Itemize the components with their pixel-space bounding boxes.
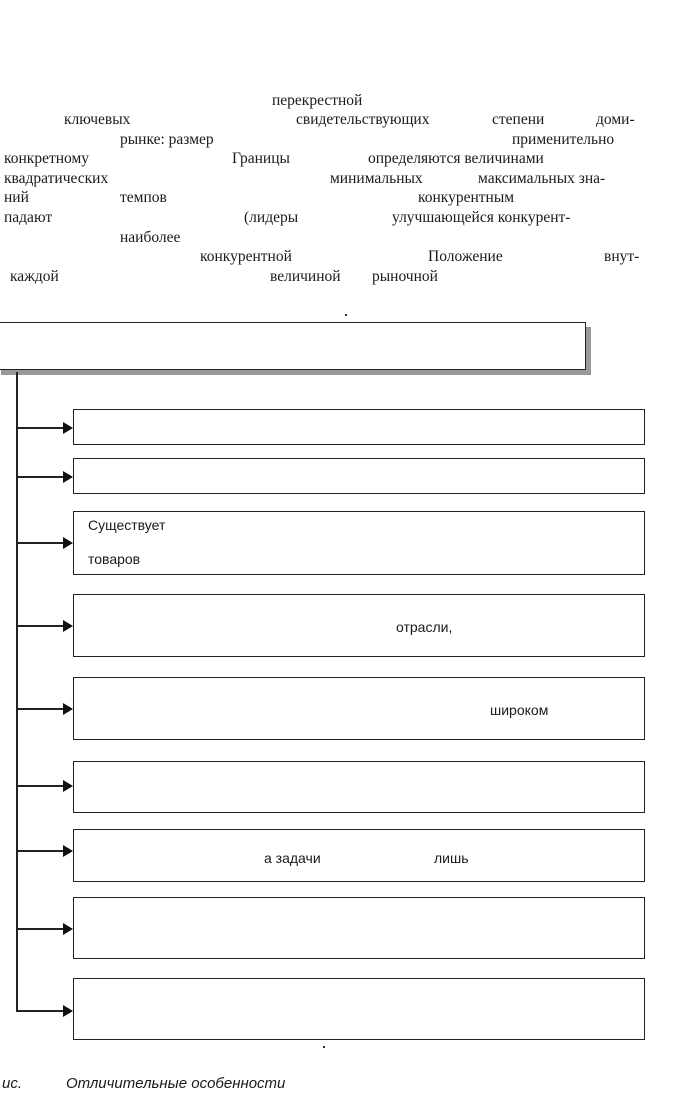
arrow-right-icon [63, 845, 73, 857]
paragraph-word: ключевых [64, 111, 131, 128]
diagram-box-3 [73, 511, 645, 575]
paragraph-word: каждой [10, 268, 59, 285]
paragraph-word: наиболее [120, 229, 181, 246]
paragraph-word: квадратических [4, 170, 109, 187]
connector-branch [16, 1010, 65, 1012]
figure-caption-prefix: ис. [2, 1075, 23, 1092]
connector-branch [16, 708, 65, 710]
arrow-right-icon [63, 537, 73, 549]
paragraph-word: конкурентной [200, 248, 292, 265]
paragraph-word: (лидеры [244, 209, 299, 226]
arrow-right-icon [63, 471, 73, 483]
diagram-box-5 [73, 677, 645, 740]
arrow-right-icon [63, 1005, 73, 1017]
paragraph-word: применительно [512, 131, 615, 148]
box-text: а задачи [264, 850, 321, 866]
connector-branch [16, 928, 65, 930]
paragraph-word: улучшающейся конкурент- [392, 209, 571, 226]
speck [323, 1046, 325, 1048]
connector-trunk-line [16, 372, 18, 1012]
paragraph-word: темпов [120, 189, 167, 206]
connector-branch [16, 785, 65, 787]
paragraph-word: рыночной [372, 268, 438, 285]
box-text: лишь [434, 850, 469, 866]
paragraph-word: перекрестной [272, 92, 363, 109]
paragraph-word: доми- [596, 111, 635, 128]
paragraph-word: свидетельствующих [296, 111, 430, 128]
connector-branch [16, 427, 65, 429]
connector-branch [16, 542, 65, 544]
figure-caption-title: Отличительные особенности [66, 1075, 286, 1092]
diagram-box-9 [73, 978, 645, 1040]
box-text: отрасли, [396, 619, 453, 635]
paragraph-word: определяются величинами [368, 150, 544, 167]
paragraph-word: конкретному [4, 150, 90, 167]
diagram-box-4 [73, 594, 645, 657]
diagram-box-2 [73, 458, 645, 494]
paragraph-word: внут- [604, 248, 640, 265]
paragraph-word: Границы [232, 150, 290, 167]
paragraph-word: степени [492, 111, 545, 128]
box-text: товаров [88, 551, 141, 567]
paragraph-word: падают [4, 209, 53, 226]
paragraph-word: Положение [428, 248, 503, 265]
paragraph-word: величиной [270, 268, 341, 285]
arrow-right-icon [63, 422, 73, 434]
paragraph-word: максимальных зна- [478, 170, 606, 187]
paragraph-word: конкурентным [418, 189, 515, 206]
connector-branch [16, 850, 65, 852]
arrow-right-icon [63, 780, 73, 792]
speck [345, 314, 347, 316]
paragraph-word: минимальных [330, 170, 423, 187]
box-text: широком [490, 702, 549, 718]
arrow-right-icon [63, 620, 73, 632]
connector-branch [16, 625, 65, 627]
box-text: Существует [88, 517, 166, 533]
arrow-right-icon [63, 923, 73, 935]
diagram-box-8 [73, 897, 645, 959]
paragraph-word: рынке: размер [120, 131, 214, 148]
diagram-box-1 [73, 409, 645, 445]
diagram-box-6 [73, 761, 645, 813]
diagram-box-7 [73, 829, 645, 882]
paragraph-word: ний [4, 189, 29, 206]
arrow-right-icon [63, 703, 73, 715]
connector-branch [16, 476, 65, 478]
diagram-header-box [0, 322, 586, 370]
